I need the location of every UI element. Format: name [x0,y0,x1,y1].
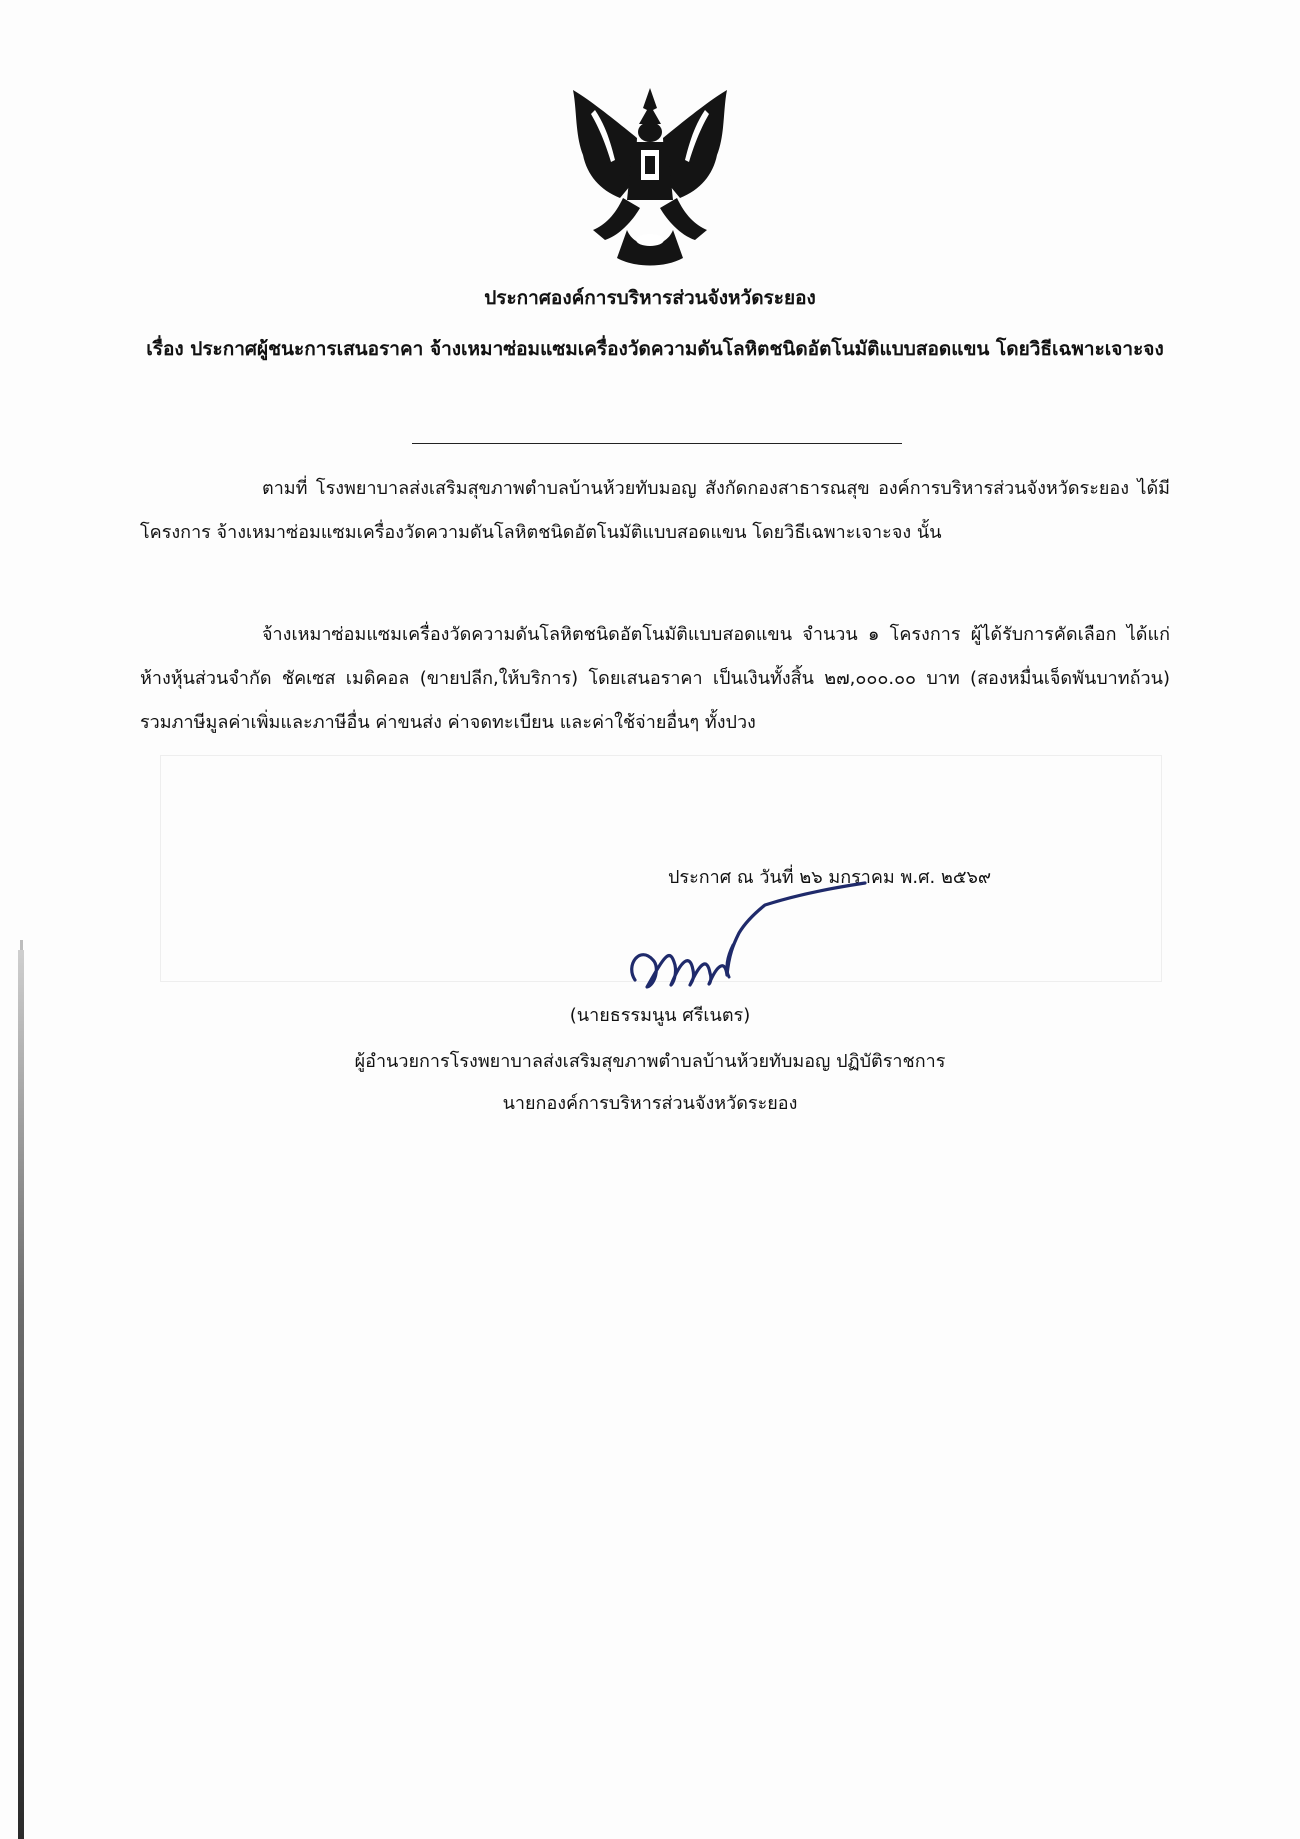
handwritten-signature [615,875,895,995]
organization-title: ประกาศองค์การบริหารส่วนจังหวัดระยอง [484,287,816,309]
announcement-date: ประกาศ ณ วันที่ ๒๖ มกราคม พ.ศ. ๒๕๖๙ [668,867,992,888]
signatory-position-line-1: ผู้อำนวยการโรงพยาบาลส่งเสริมสุขภาพตำบลบ้านห้วยทับมอญ ปฏิบัติราชการ [354,1051,946,1072]
paragraph-background: ตามที่ โรงพยาบาลส่งเสริมสุขภาพตำบลบ้านห้วยทับมอญ สังกัดกองสาธารณสุข องค์การบริหารส่วนจังหวัดระยอง ได้มีโครงการ จ้างเหมาซ่อมแซมเครื่องวัดความดันโลหิตชนิดอัตโนมัติแบบสอดแขน โดยวิธีเฉพาะเจาะจง นั้น [140,478,1170,543]
paragraph-award: จ้างเหมาซ่อมแซมเครื่องวัดความดันโลหิตชนิดอัตโนมัติแบบสอดแขน จำนวน ๑ โครงการ ผู้ได้รับการคัดเลือก ได้แก่ ห้างหุ้นส่วนจำกัด ชัคเซส เมดิคอล (ขายปลีก,ให้บริการ) โดยเสนอราคา เป็นเงินทั้งสิ้น ๒๗,๐๐๐.๐๐ บาท (สองหมื่นเจ็ดพันบาทถ้วน) รวมภาษีมูลค่าเพิ่มและภาษีอื่น ค่าขนส่ง ค่าจดทะเบียน และค่าใช้จ่ายอื่นๆ ทั้งปวง [140,624,1170,733]
signatory-name: (นายธรรมนูน ศรีเนตร) [569,1005,751,1026]
heading-divider [412,443,902,444]
garuda-emblem-icon [565,80,735,270]
signatory-position-line-2: นายกองค์การบริหารส่วนจังหวัดระยอง [502,1093,798,1114]
scan-edge [18,950,24,1839]
subject-heading: เรื่อง ประกาศผู้ชนะการเสนอราคา จ้างเหมาซ่อมแซมเครื่องวัดความดันโลหิตชนิดอัตโนมัติแบบสอดแขน โดยวิธีเฉพาะเจาะจง [146,338,1164,360]
